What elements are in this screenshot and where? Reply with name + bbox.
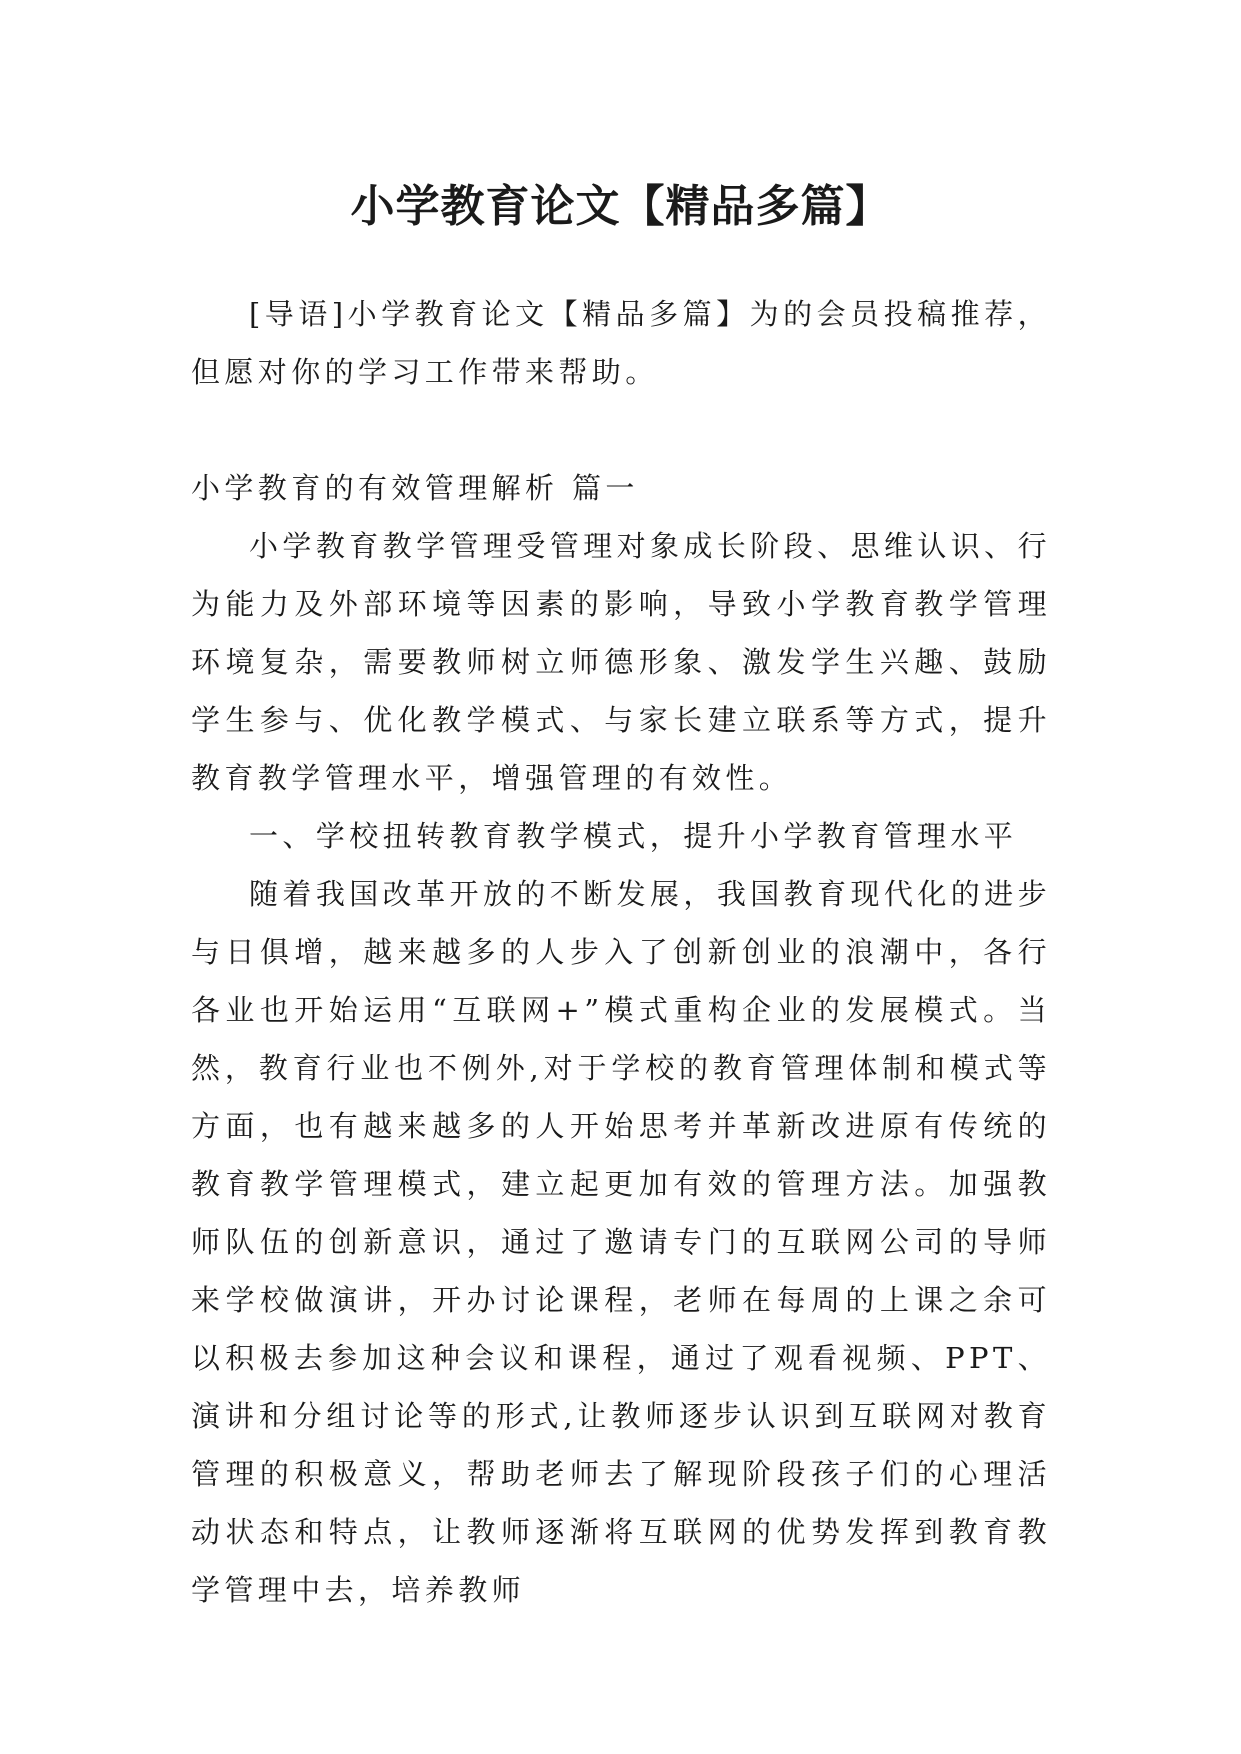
subsection-heading: 一、学校扭转教育教学模式，提升小学教育管理水平 [249, 819, 1018, 853]
document-body [191, 285, 1051, 1619]
body-paragraph-1: 小学教育教学管理受管理对象成长阶段、思维认识、行为能力及外部环境等因素的影响，导致小学教育教学管理环境复杂，需要教师树立师德形象、激发学生兴趣、鼓励学生参与、优化教学模式、与家长建立联系等方式，提升教育教学管理水平，增强管理的有效性。 [191, 529, 1051, 795]
section-heading: 小学教育的有效管理解析 篇一 [191, 471, 639, 505]
intro-paragraph: [导语]小学教育论文【精品多篇】为的会员投稿推荐，但愿对你的学习工作带来帮助。 [191, 297, 1051, 389]
document-title: 小学教育论文【精品多篇】 [350, 181, 891, 233]
body-paragraph-2: 随着我国改革开放的不断发展，我国教育现代化的进步与日俱增，越来越多的人步入了创新创业的浪潮中，各行各业也开始运用“互联网+”模式重构企业的发展模式。当然，教育行业也不例外,对于学校的教育管理体制和模式等方面，也有越来越多的人开始思考并革新改进原有传统的教育教学管理模式，建立起更加有效的管理方法。加强教师队伍的创新意识，通过了邀请专门的互联网公司的导师来学校做演讲，开办讨论课程，老师在每周的上课之余可以积极去参加这种会议和课程，通过了观看视频、PPT、演讲和分组讨论等的形式,让教师逐步认识到互联网对教育管理的积极意义，帮助老师去了解现阶段孩子们的心理活动状态和特点，让教师逐渐将互联网的优势发挥到教育教学管理中去，培养教师 [191, 877, 1051, 1607]
